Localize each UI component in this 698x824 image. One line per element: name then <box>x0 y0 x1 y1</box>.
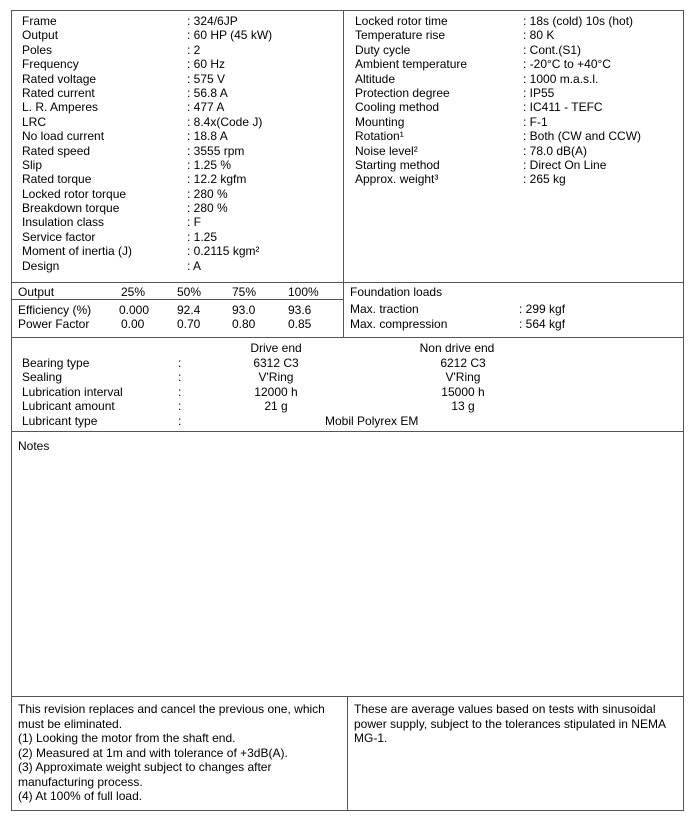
spec-label: Design <box>22 258 60 273</box>
bearing-drive: 21 g <box>264 399 288 413</box>
spec-label: Protection degree <box>355 85 450 100</box>
spec-row <box>22 215 342 229</box>
bearing-sep: : <box>178 385 182 399</box>
spec-row <box>355 144 683 158</box>
spec-row <box>22 230 342 244</box>
perf-cell: 93.6 <box>288 303 312 317</box>
spec-value: : 477 A <box>187 100 225 115</box>
spec-value: : F <box>187 215 201 230</box>
specs-right-list <box>355 14 683 187</box>
lubricant-type-value: Mobil Polyrex EM <box>325 414 419 428</box>
spec-row <box>22 72 342 86</box>
spec-value: : A <box>187 258 202 273</box>
specs-left-list <box>22 14 342 273</box>
spec-row <box>355 43 683 57</box>
perf-cell: 93.0 <box>232 303 256 317</box>
spec-label: Rated current <box>22 85 95 100</box>
perf-cell: 92.4 <box>177 303 201 317</box>
spec-row <box>22 100 342 114</box>
spec-row <box>22 115 342 129</box>
spec-row <box>355 57 683 71</box>
spec-value: : 60 Hz <box>187 57 226 72</box>
footnote-2: (2) Measured at 1m and with tolerance of +3dB(A). <box>18 745 288 760</box>
spec-row <box>355 158 683 172</box>
spec-value: : 0.2115 kgm² <box>187 244 260 259</box>
spec-row <box>355 129 683 143</box>
spec-value: : 18.8 A <box>187 129 228 144</box>
spec-label: Frequency <box>22 57 79 72</box>
bearing-label: Sealing <box>22 370 63 384</box>
perf-cell: 0.80 <box>232 317 256 331</box>
spec-label: Slip <box>22 157 43 172</box>
spec-label: L. R. Amperes <box>22 100 99 115</box>
spec-label: Mounting <box>355 114 405 129</box>
spec-row <box>22 28 342 42</box>
footnote-3: (3) Approximate weight subject to changes after manufacturing process. <box>18 760 272 789</box>
spec-label: Locked rotor torque <box>22 186 127 201</box>
spec-value: : 575 V <box>187 71 226 86</box>
spec-value: : 265 kg <box>523 172 566 187</box>
spec-value: : -20°C to +40°C <box>523 57 611 72</box>
spec-value: : 56.8 A <box>187 85 228 100</box>
spec-label: Rated voltage <box>22 71 97 86</box>
spec-value: : F-1 <box>523 114 548 129</box>
bearing-non-drive: 6212 C3 <box>440 356 486 370</box>
lubricant-type-sep: : <box>178 414 182 428</box>
spec-value: : 8.4x(Code J) <box>187 114 263 129</box>
spec-row <box>22 187 342 201</box>
spec-label: No load current <box>22 129 105 144</box>
specs-divider <box>343 10 344 283</box>
bearing-non-drive: 13 g <box>451 399 475 413</box>
spec-row <box>355 100 683 114</box>
perf-cell: 0.00 <box>121 317 145 331</box>
perf-header-75: 75% <box>232 285 257 299</box>
spec-row <box>22 86 342 100</box>
spec-label: Temperature rise <box>355 28 446 43</box>
perf-row-label: Power Factor <box>18 317 90 331</box>
spec-row <box>22 259 342 273</box>
spec-label: Output <box>22 28 59 43</box>
spec-row <box>22 172 342 186</box>
spec-row <box>22 244 342 258</box>
spec-row <box>355 14 683 28</box>
spec-value: : 280 % <box>187 201 228 216</box>
footnote-4: (4) At 100% of full load. <box>18 789 143 803</box>
spec-label: Frame <box>22 14 57 28</box>
footnote-1: (1) Looking the motor from the shaft end. <box>18 731 236 745</box>
spec-label: Rated speed <box>22 143 91 158</box>
spec-row <box>22 158 342 172</box>
foundation-value: : 299 kgf <box>519 302 566 316</box>
spec-label: LRC <box>22 114 47 129</box>
spec-value: : Both (CW and CCW) <box>523 129 642 144</box>
tolerance-note: These are average values based on tests with sinusoidal power supply, subject to the tolerances stipulated in NEMA MG-1. <box>354 702 666 745</box>
spec-value: : 1.25 <box>187 229 218 244</box>
perf-header-50: 50% <box>177 285 202 299</box>
bearing-label: Bearing type <box>22 356 90 370</box>
bearing-non-drive: V'Ring <box>445 370 481 384</box>
spec-row <box>22 144 342 158</box>
spec-label: Duty cycle <box>355 42 411 57</box>
bearing-sep: : <box>178 370 182 384</box>
spec-label: Service factor <box>22 229 96 244</box>
bearing-non-drive: 15000 h <box>441 385 485 399</box>
bearing-col-drive: Drive end <box>250 341 302 355</box>
spec-value: : IP55 <box>523 85 555 100</box>
perf-row-label: Efficiency (%) <box>18 303 92 317</box>
perf-cell: 0.000 <box>119 303 150 317</box>
footnotes-right <box>354 702 678 746</box>
spec-label: Breakdown torque <box>22 201 120 216</box>
spec-value: : Direct On Line <box>523 157 607 172</box>
perf-cell: 0.70 <box>177 317 201 331</box>
spec-label: Rotation¹ <box>355 129 404 144</box>
spec-label: Locked rotor time <box>355 14 448 28</box>
spec-row <box>355 172 683 186</box>
spec-row <box>355 115 683 129</box>
bearing-sep: : <box>178 399 182 413</box>
spec-value: : 280 % <box>187 186 228 201</box>
spec-label: Starting method <box>355 157 440 172</box>
bearing-label: Lubricant amount <box>22 399 115 413</box>
spec-value: : 80 K <box>523 28 555 43</box>
spec-label: Noise level² <box>355 143 418 158</box>
spec-row <box>355 86 683 100</box>
spec-value: : 78.0 dB(A) <box>523 143 588 158</box>
foundation-value: : 564 kgf <box>519 317 566 331</box>
revision-note: This revision replaces and cancel the previous one, which must be eliminated. <box>18 702 325 731</box>
spec-row <box>22 57 342 71</box>
footnotes-left <box>18 702 340 804</box>
spec-label: Moment of inertia (J) <box>22 244 133 259</box>
spec-row <box>22 43 342 57</box>
foundation-label: Max. compression <box>350 317 448 331</box>
spec-label: Poles <box>22 42 53 57</box>
spec-row <box>355 72 683 86</box>
spec-label: Rated torque <box>22 172 92 187</box>
spec-label: Approx. weight³ <box>355 172 439 187</box>
spec-row <box>22 14 342 28</box>
bearing-drive: 6312 C3 <box>253 356 299 370</box>
spec-value: : 1000 m.a.s.l. <box>523 71 599 86</box>
spec-label: Insulation class <box>22 215 105 230</box>
spec-value: : 2 <box>187 42 201 57</box>
spec-label: Altitude <box>355 71 396 86</box>
spec-value: : Cont.(S1) <box>523 42 582 57</box>
spec-value: : 3555 rpm <box>187 143 245 158</box>
perf-cell: 0.85 <box>288 317 312 331</box>
spec-value: : 12.2 kgfm <box>187 172 247 187</box>
bearing-drive: 12000 h <box>254 385 298 399</box>
bearing-sep: : <box>178 356 182 370</box>
spec-value: : 18s (cold) 10s (hot) <box>523 14 634 28</box>
bearing-col-non-drive: Non drive end <box>419 341 495 355</box>
spec-label: Ambient temperature <box>355 57 468 72</box>
spec-value: : 1.25 % <box>187 157 232 172</box>
notes-title: Notes <box>18 439 50 453</box>
bearing-drive: V'Ring <box>258 370 294 384</box>
perf-header-100: 100% <box>288 285 319 299</box>
lubricant-type-label: Lubricant type <box>22 414 98 428</box>
bearing-label: Lubrication interval <box>22 385 123 399</box>
spec-value: : IC411 - TEFC <box>523 100 603 115</box>
notes-section <box>11 431 684 697</box>
perf-header-rule <box>11 299 344 300</box>
perf-header-label: Output <box>18 285 55 299</box>
foundation-label: Max. traction <box>350 302 419 316</box>
spec-label: Cooling method <box>355 100 440 115</box>
foundation-title: Foundation loads <box>350 285 443 299</box>
spec-row <box>22 201 342 215</box>
spec-row <box>22 129 342 143</box>
perf-header-25: 25% <box>121 285 146 299</box>
spec-value: : 324/6JP <box>187 14 238 28</box>
spec-value: : 60 HP (45 kW) <box>187 28 273 43</box>
spec-row <box>355 28 683 42</box>
